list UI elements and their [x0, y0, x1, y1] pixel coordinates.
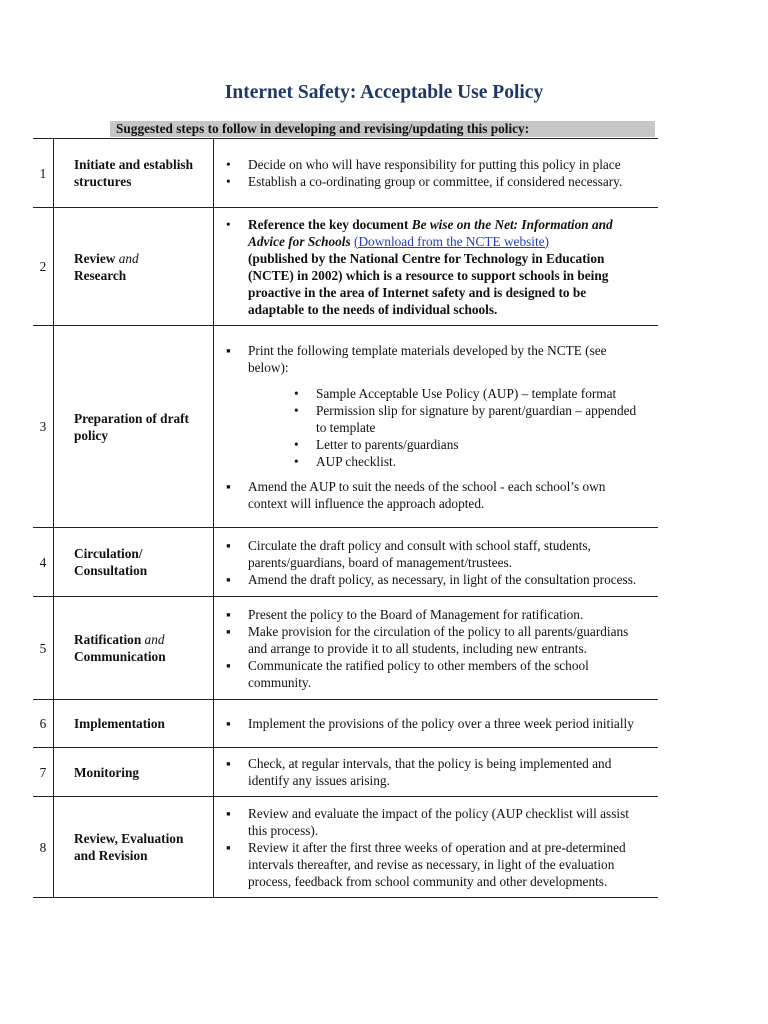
round-bullet-icon: • [226, 216, 231, 232]
step-number: 4 [33, 528, 54, 597]
square-bullet-icon: ▪ [226, 716, 231, 731]
step-stage: Review and Research [54, 208, 214, 326]
step-actions [214, 700, 659, 748]
step-actions [214, 528, 659, 597]
step-number: 6 [33, 700, 54, 748]
square-bullet-icon: ▪ [226, 657, 231, 673]
table-row [33, 597, 658, 700]
step-stage: Ratification and Communication [54, 597, 214, 700]
table-row [33, 326, 658, 528]
step-number: 8 [33, 797, 54, 898]
round-bullet-icon: • [294, 453, 299, 469]
round-bullet-icon: • [226, 174, 231, 189]
sub-list-item: • Permission slip for signature by parent/guardian – appended to template [294, 402, 637, 435]
table-row [33, 139, 658, 208]
document-title: Internet Safety: Acceptable Use Policy [224, 82, 544, 103]
list-item: ▪ Amend the AUP to suit the needs of the school - each school’s own context will influence the approach adopted. [226, 478, 606, 511]
list-item: ▪ Present the policy to the Board of Management for ratification. [226, 606, 584, 622]
round-bullet-icon: • [294, 402, 299, 418]
table-row [33, 748, 658, 797]
square-bullet-icon: ▪ [226, 342, 231, 358]
step-number: 2 [33, 208, 54, 326]
list-item: ▪ Review and evaluate the impact of the policy (AUP checklist will assist this process). [226, 805, 629, 838]
step-actions [214, 208, 659, 326]
step-actions [214, 748, 659, 797]
steps-table [33, 138, 658, 898]
square-bullet-icon: ▪ [226, 606, 231, 622]
table-row [33, 208, 658, 326]
square-bullet-icon: ▪ [226, 839, 231, 855]
step-actions [214, 797, 659, 898]
round-bullet-icon: • [294, 436, 299, 452]
square-bullet-icon: ▪ [226, 756, 231, 771]
list-item: ▪ Circulate the draft policy and consult with school staff, students, parents/guardians, board of management/trustees. [226, 537, 591, 570]
step-actions [214, 139, 659, 208]
list-item: ▪ Print the following template materials developed by the NCTE (see below): [226, 342, 607, 375]
step-actions [214, 326, 659, 528]
list-item: ▪ Communicate the ratified policy to other members of the school community. [226, 657, 589, 690]
step-stage: Initiate and establish structures [54, 139, 214, 208]
list-item: ▪ Review it after the first three weeks of operation and at pre-determined intervals thereafter, and revise as necessary, in light of the evaluation process, feedback from school community and other developments. [226, 839, 626, 889]
step-number: 5 [33, 597, 54, 700]
sub-list-item: • Letter to parents/guardians [294, 436, 459, 452]
square-bullet-icon: ▪ [226, 623, 231, 639]
round-bullet-icon: • [226, 157, 231, 172]
step-number: 1 [33, 139, 54, 208]
subtitle: Suggested steps to follow in developing and revising/updating this policy: [116, 121, 530, 136]
step-number: 3 [33, 326, 54, 528]
list-item: ▪ Amend the draft policy, as necessary, in light of the consultation process. [226, 571, 637, 587]
list-item: • Decide on who will have responsibility for putting this policy in place [226, 157, 621, 172]
step-stage: Monitoring [54, 748, 214, 797]
list-item: ▪ Implement the provisions of the policy over a three week period initially [226, 716, 634, 731]
step-stage: Circulation/ Consultation [54, 528, 214, 597]
list-item: • Reference the key document Be wise on the Net: Information and Advice for Schools (Download from the NCTE website) (published by the National Centre for Technology in Education (NCTE) in 2002) which is a resource to support schools in being proactive in the area of Internet safety and is designed to be adaptable to the needs of individual schools. [226, 216, 613, 317]
step-stage: Preparation of draft policy [54, 326, 214, 528]
step-actions [214, 597, 659, 700]
list-item: ▪ Make provision for the circulation of the policy to all parents/guardians and arrange to provide it to all students, including new entrants. [226, 623, 629, 656]
table-row [33, 797, 658, 898]
step-stage: Implementation [54, 700, 214, 748]
square-bullet-icon: ▪ [226, 478, 231, 494]
square-bullet-icon: ▪ [226, 537, 231, 553]
list-item: ▪ Check, at regular intervals, that the policy is being implemented and identify any issues arising. [226, 756, 612, 788]
square-bullet-icon: ▪ [226, 805, 231, 821]
round-bullet-icon: • [294, 385, 299, 401]
sub-list-item: • AUP checklist. [294, 453, 397, 469]
table-row [33, 700, 658, 748]
list-item: • Establish a co-ordinating group or committee, if considered necessary. [226, 174, 623, 189]
table-row [33, 528, 658, 597]
square-bullet-icon: ▪ [226, 571, 231, 587]
step-number: 7 [33, 748, 54, 797]
step-stage: Review, Evaluation and Revision [54, 797, 214, 898]
sub-list-item: • Sample Acceptable Use Policy (AUP) – template format [294, 385, 617, 401]
ncte-download-link[interactable]: (Download from the NCTE website) [354, 233, 549, 249]
